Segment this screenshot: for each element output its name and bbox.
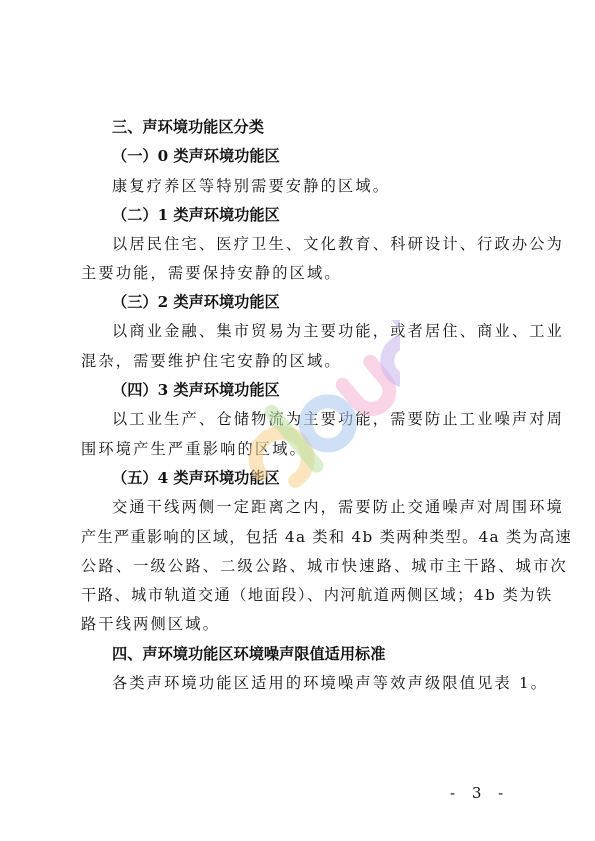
class4-text-line-3: 公路、一级公路、二级公路、城市快速路、城市主干路、城市次 [81, 557, 568, 575]
class0-text-line-1: 康复疗养区等特别需要安静的区域。 [112, 177, 391, 195]
class4-text-line-2: 产生严重影响的区域，包括 4a 类和 4b 类两种类型。4a 类为高速 [81, 528, 572, 546]
class1-text-line-2: 主要功能，需要保持安静的区域。 [81, 264, 342, 282]
class2-text-line-1: 以商业金融、集市贸易为主要功能，或者居住、商业、工业 [112, 322, 565, 340]
section4-text-line-1: 各类声环境功能区适用的环境噪声等效声级限值见表 1。 [112, 674, 549, 692]
section4-title: 四、声环境功能区环境噪声限值适用标准 [112, 645, 386, 663]
class4-text-line-5: 路干线两侧区域。 [81, 615, 221, 633]
class1-text-line-1: 以居民住宅、医疗卫生、文化教育、科研设计、行政办公为 [112, 235, 565, 253]
class3-heading: （四）3 类声环境功能区 [112, 381, 280, 399]
class4-text-line-1: 交通干线两侧一定距离之内，需要防止交通噪声对周围环境 [112, 498, 565, 516]
class0-heading: （一）0 类声环境功能区 [112, 147, 280, 165]
page-number: - 3 - [450, 784, 510, 802]
class2-heading: （三）2 类声环境功能区 [112, 293, 280, 311]
class4-heading: （五）4 类声环境功能区 [112, 469, 280, 487]
class3-text-line-2: 围环境产生严重影响的区域。 [81, 440, 308, 458]
section3-title: 三、声环境功能区分类 [112, 118, 264, 136]
class4-text-line-4: 干路、城市轨道交通（地面段）、内河航道两侧区域；4b 类为铁 [81, 586, 553, 604]
watermark-ring-d [379, 333, 400, 389]
class1-heading: （二）1 类声环境功能区 [112, 206, 280, 224]
class2-text-line-2: 混杂，需要维护住宅安静的区域。 [81, 352, 342, 370]
class3-text-line-1: 以工业生产、仓储物流为主要功能，需要防止工业噪声对周 [112, 410, 565, 428]
